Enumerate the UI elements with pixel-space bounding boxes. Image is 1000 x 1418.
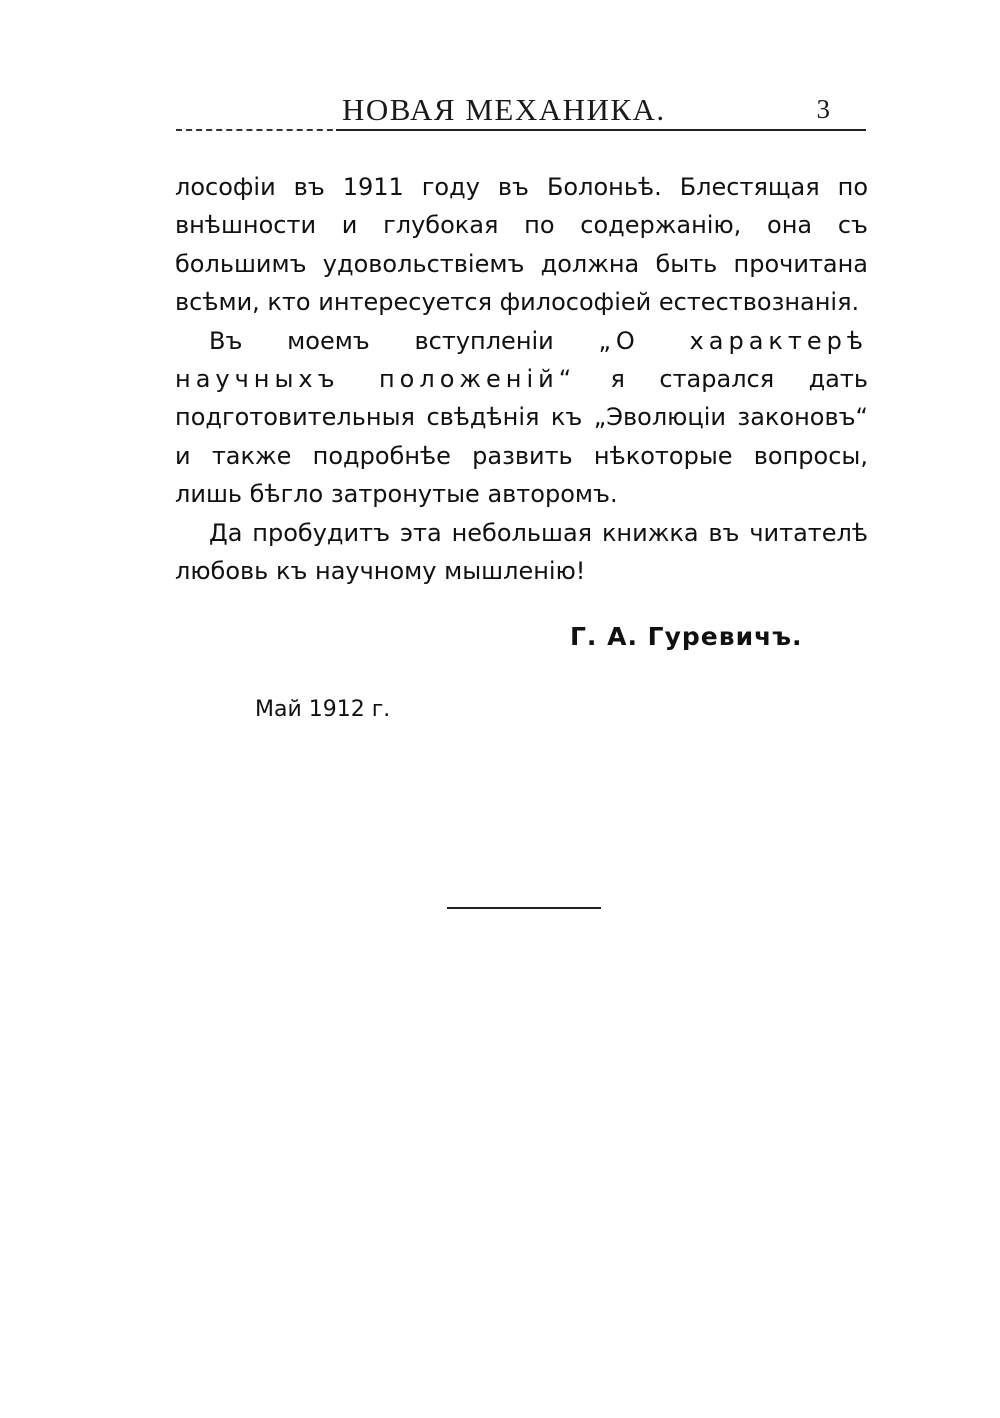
paragraph-3: Да пробудитъ эта небольшая книжка въ читателѣ любовь къ научному мышленiю! bbox=[175, 518, 868, 586]
spaced-title: „О характерѣ научныхъ положенiй“ bbox=[175, 326, 869, 394]
paragraph-2-end: я старался дать подготовительныя свѣдѣнiя къ „Эволюцiи законовъ“ и также подробнѣе развить нѣкоторые вопросы, лишь бѣгло затронутые авторомъ. bbox=[175, 365, 868, 509]
paragraph-2 bbox=[175, 322, 868, 514]
end-rule bbox=[447, 907, 601, 909]
date-line: Май 1912 г. bbox=[255, 697, 391, 722]
paragraph-1: лософiи въ 1911 году въ Болоньѣ. Блестящая по внѣшности и глубокая по содержанiю, она съ большимъ удовольствiемъ должна быть прочитана всѣми, кто интересуется философiей естествознанiя. bbox=[175, 173, 868, 317]
running-head bbox=[176, 92, 866, 134]
body-text bbox=[175, 168, 868, 590]
paragraph-2-start: Въ моемъ вступленiи bbox=[209, 326, 599, 355]
running-title: НОВАЯ МЕХАНИКА. bbox=[342, 92, 666, 127]
page-number: 3 bbox=[816, 94, 830, 124]
author-signature: Г. А. Гуревичъ. bbox=[570, 622, 803, 651]
header-rule bbox=[336, 129, 866, 131]
